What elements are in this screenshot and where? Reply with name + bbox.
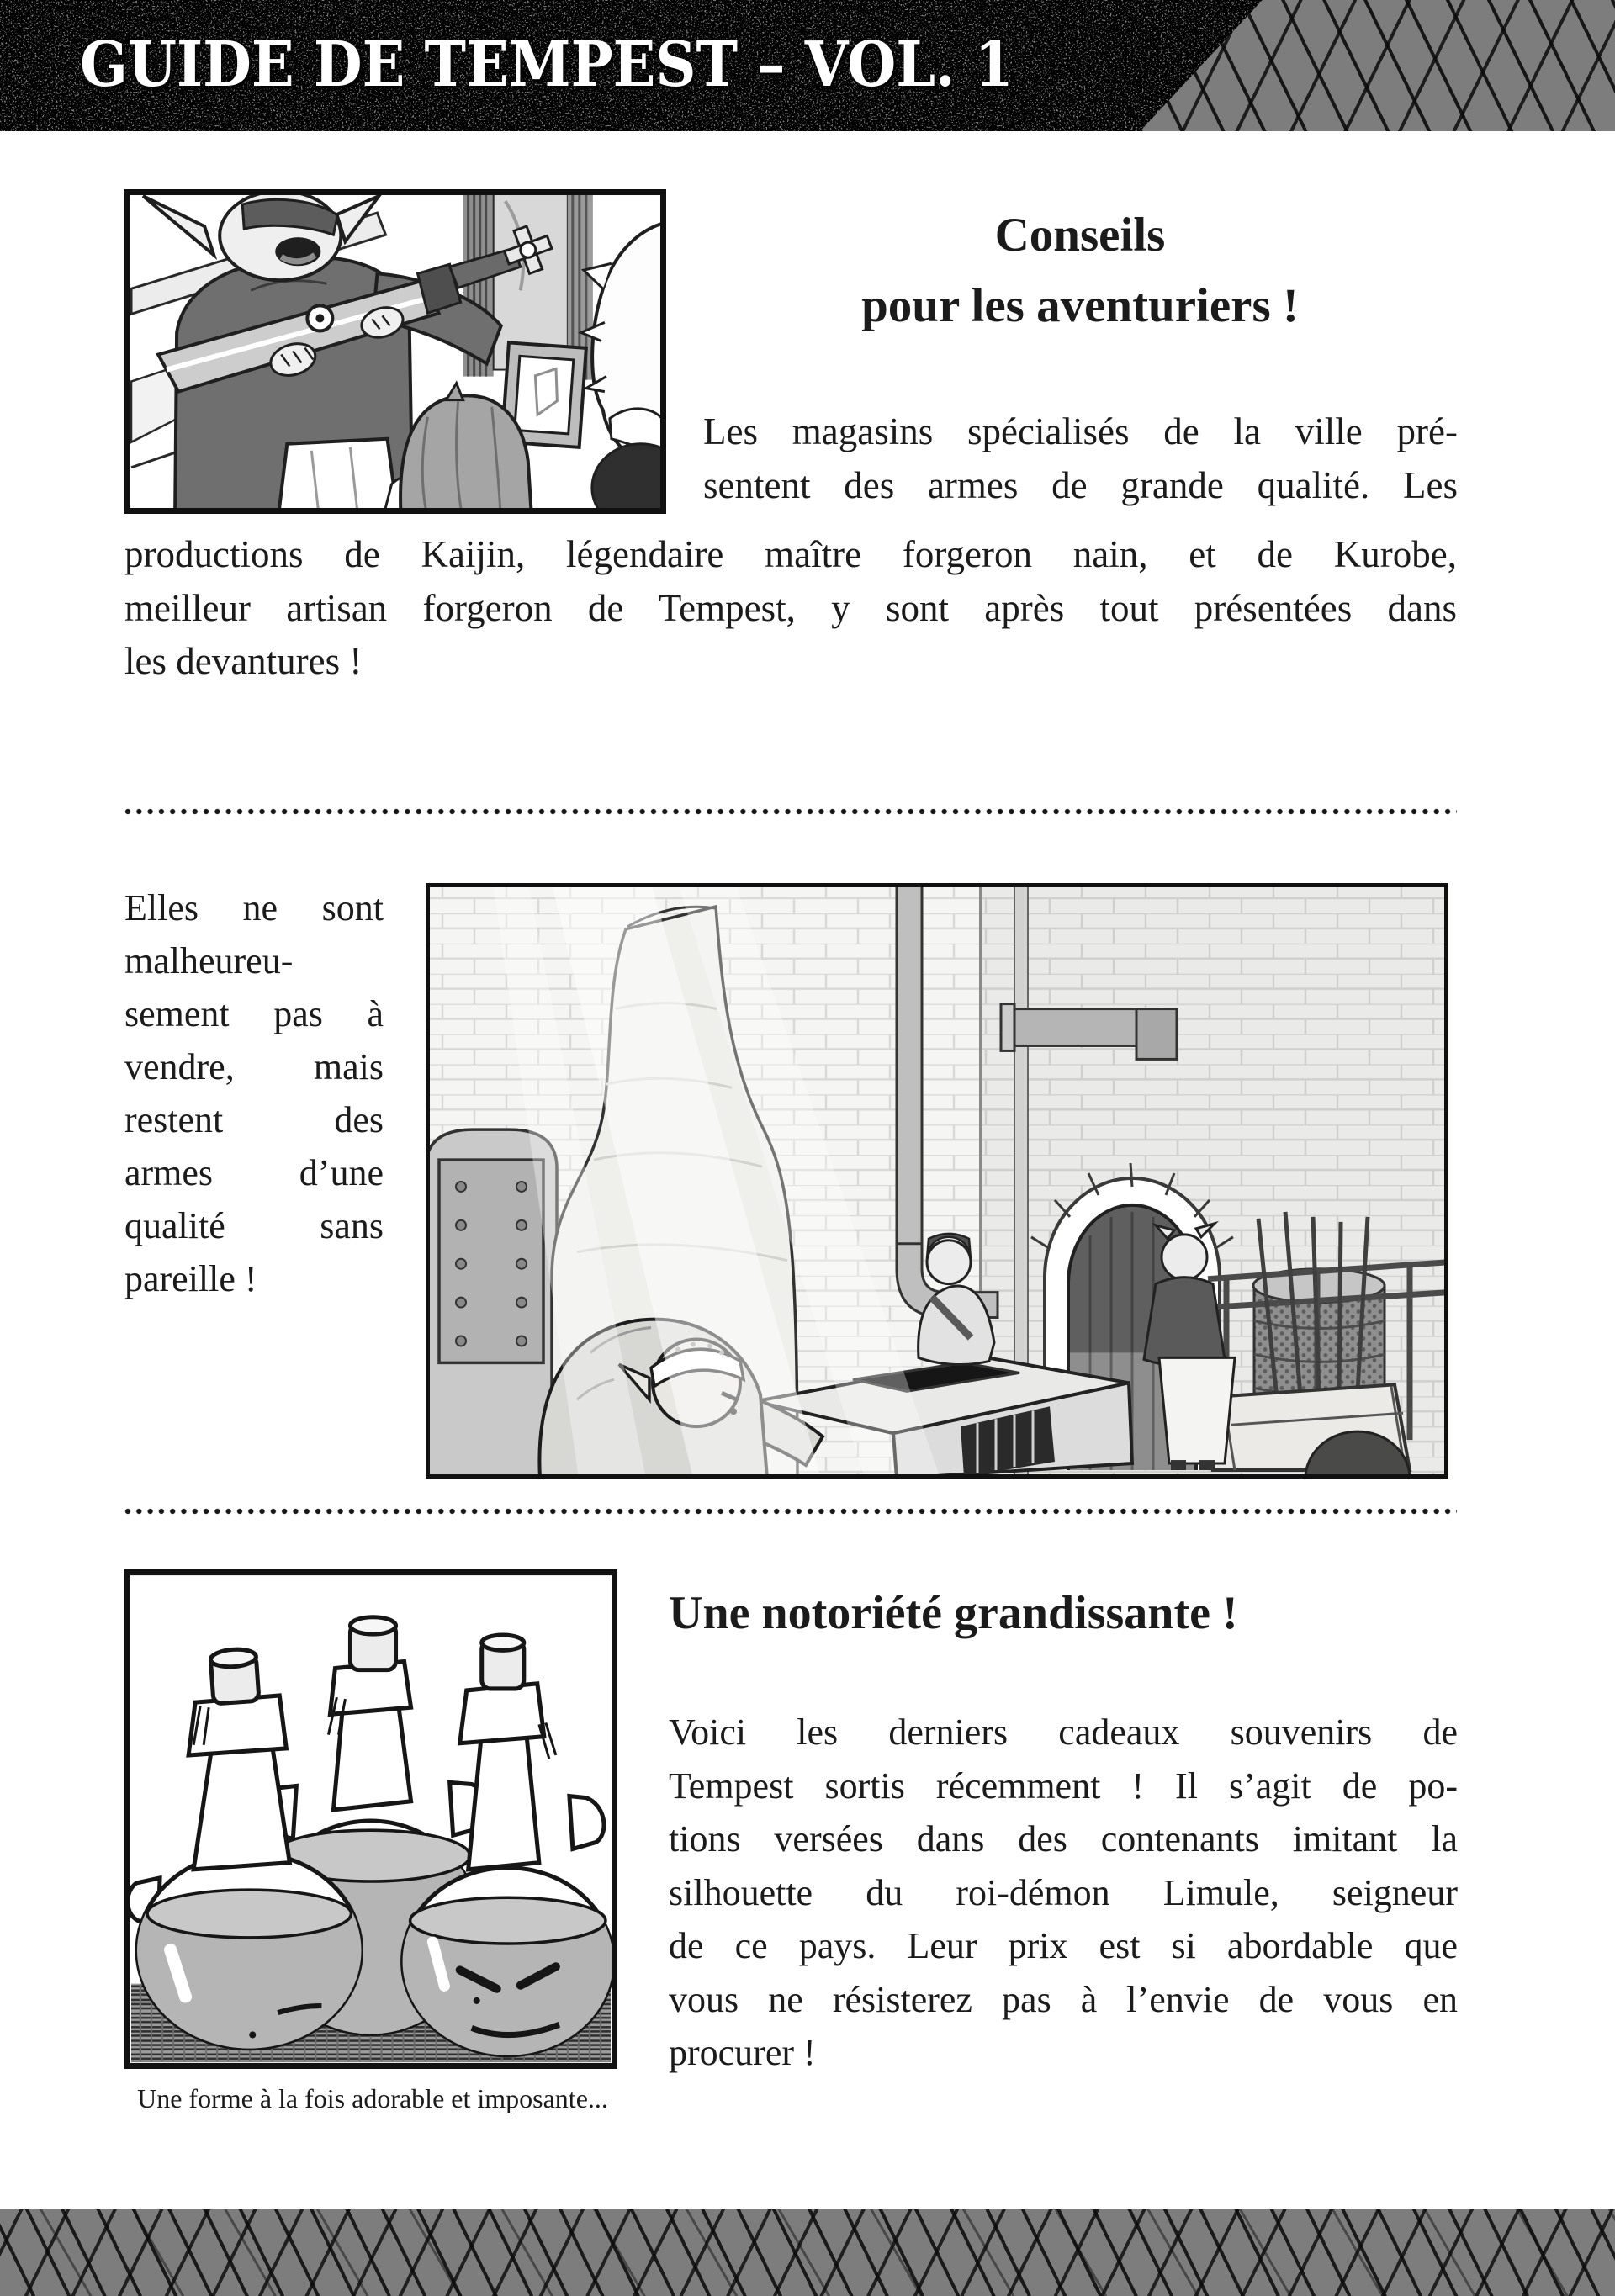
text-line: procurer !: [669, 2032, 816, 2073]
page-title: GUIDE DE TEMPEST – VOL. 1: [80, 29, 1014, 101]
forge-side-paragraph: [124, 881, 384, 1305]
conseils-heading-line1: Conseils: [994, 209, 1166, 262]
text-line: Voici les derniers cadeaux souvenirs de: [669, 1711, 1458, 1753]
text-line: malheureu-: [124, 940, 294, 981]
slime-potion-bottles-panel: [124, 1569, 617, 2069]
header-band: [0, 0, 1615, 131]
goblin-weapon-shop-panel: [124, 189, 666, 514]
text-line: Elles ne sont: [124, 887, 384, 928]
conseils-heading-line2: pour les aventuriers !: [861, 279, 1299, 332]
text-line: armes d’une: [124, 1152, 384, 1193]
goblin-shop-illustration: [124, 189, 666, 514]
text-line: Tempest sortis récemment ! Il s’agit de po-: [669, 1764, 1458, 1807]
text-line: vous ne résisterez pas à l’envie de vous en: [669, 1978, 1458, 2020]
text-line: productions de Kaijin, légendaire maître forgeron nain, et de Kurobe,: [124, 533, 1457, 575]
text-line: meilleur artisan forgeron de Tempest, y sont après tout présentées dans: [124, 586, 1457, 629]
text-line: Les magasins spécialisés de la ville pré-: [703, 410, 1458, 452]
text-line: de ce pays. Leur prix est si abordable que: [669, 1925, 1458, 1966]
slime-potion-bottles-illustration: [124, 1569, 617, 2069]
dotted-divider: [124, 807, 1457, 817]
text-line: pareille !: [124, 1258, 257, 1299]
text-line: qualité sans: [124, 1205, 384, 1246]
bottles-caption: Une forme à la fois adorable et imposante...: [137, 2083, 608, 2113]
text-line: sentent des armes de grande qualité. Les: [703, 463, 1458, 506]
text-line: tions versées dans des contenants imitant la: [669, 1818, 1458, 1860]
forge-workshop-illustration: [426, 883, 1448, 1479]
notoriete-body-paragraph: [669, 1706, 1458, 2080]
notoriete-heading: Une notoriété grandissante !: [669, 1587, 1238, 1639]
conseils-intro-paragraph: [703, 405, 1458, 512]
conseils-body-paragraph: [124, 528, 1457, 689]
conseils-heading: [703, 200, 1457, 341]
footer-band: [0, 2209, 1615, 2296]
dotted-divider: [124, 1507, 1457, 1516]
text-line: restent des: [124, 1099, 384, 1140]
text-line: sement pas à: [124, 993, 384, 1034]
text-line: vendre, mais: [124, 1046, 384, 1087]
text-line: les devantures !: [124, 640, 363, 682]
text-line: silhouette du roi-démon Limule, seigneur: [669, 1871, 1458, 1913]
forge-workshop-panel: [426, 883, 1448, 1479]
